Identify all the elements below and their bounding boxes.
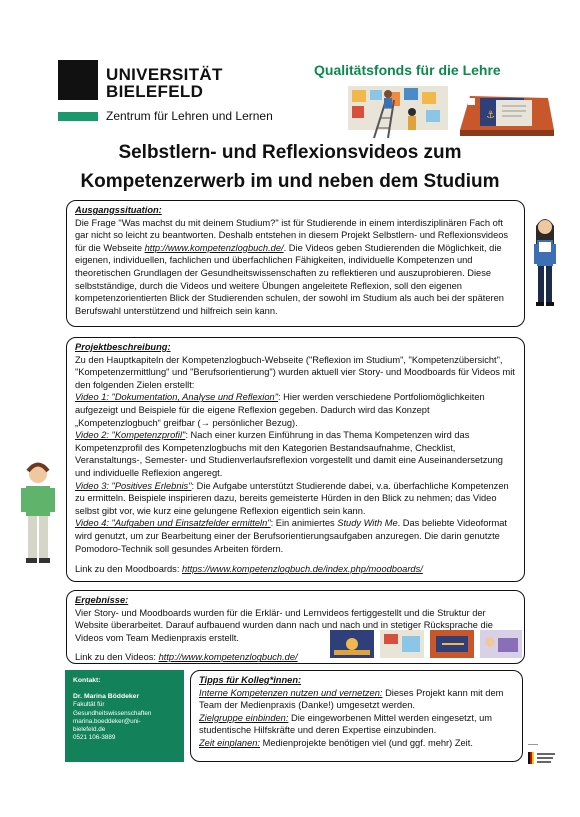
video3-label: Video 3: "Positives Erlebnis" bbox=[75, 480, 192, 491]
logo-green-bar bbox=[58, 112, 98, 121]
video1-item bbox=[75, 391, 516, 429]
university-subtitle: Zentrum für Lehren und Lernen bbox=[106, 109, 273, 123]
tipp1 bbox=[199, 687, 514, 712]
kontakt-phone: 0521 106-3889 bbox=[73, 734, 116, 742]
kontakt-box bbox=[65, 670, 184, 762]
video2-text: : Nach einer kurzen Einführung in das Thema Kompetenzen wird das Kompetenzprofil des Kompetenzlogbuchs mit den Kategorien Bestandsaufnahme, Checklist, Veranstaltungs-, Semester- und Studienverlaufsreflexion vorgestellt und damit eine Auseinandersetzung und individuelle Reflexion angeregt. bbox=[75, 430, 503, 478]
ausgangssituation-text-part2: . Die Videos geben Studierenden die Möglichkeit, die eigenen, individuellen, fachlichen und überfachlichen Fähigkeiten, individuelle Kompetenzen und theoretischen Grundlagen der Gesundheitswissenschaften zu reflektieren und auszuprobieren. Diese selbstständige, durch die Videos und weitere Übungen angeleitete Reflexion, soll den eigenen kompetenzorientierten Blick der Studierenden schulen, der sowohl im Studium als auch bei der späteren Berufswahl unterstützend und hilfreich sein kann. bbox=[75, 242, 504, 316]
kontakt-faculty-line2: Gesundheitswissenschaften bbox=[73, 709, 152, 717]
university-name-line2: BIELEFELD bbox=[106, 82, 204, 101]
university-name bbox=[106, 66, 223, 100]
tipp3 bbox=[199, 737, 514, 750]
kontakt-faculty-line1: Fakultät für bbox=[73, 701, 105, 709]
character-woman-icon bbox=[530, 214, 560, 310]
svg-text:⚓: ⚓ bbox=[486, 110, 495, 121]
ausgangssituation-heading: Ausgangssituation: bbox=[75, 205, 162, 215]
kontakt-email-line2[interactable]: bielefeld.de bbox=[73, 726, 106, 734]
illustration-desk-icon bbox=[456, 84, 558, 140]
illustration-ladder-icon bbox=[346, 82, 450, 140]
video-thumbnail-icon bbox=[330, 630, 374, 658]
projekt-intro: Zu den Hauptkapiteln der Kompetenzlogbuch-Webseite ("Reflexion im Studium", "Kompetenzübersicht", "Kompetenzermittlung" und "Berufsorientierung") wurden aktuell vier Story- und Moodboards für Videos mit den folgenden Zielen erstellt: bbox=[75, 354, 515, 390]
university-logo-icon bbox=[58, 60, 98, 100]
projektbeschreibung-heading: Projektbeschreibung: bbox=[75, 342, 171, 352]
kontakt-email-line1[interactable]: marina.boeddeker@uni- bbox=[73, 717, 141, 725]
videos-label: Link zu den Videos: bbox=[75, 652, 159, 663]
tipp2-label: Zielgruppe einbinden: bbox=[199, 712, 289, 723]
video-thumbnail-icon bbox=[380, 630, 424, 658]
video2-item bbox=[75, 429, 516, 479]
ausgangssituation-box bbox=[66, 200, 525, 327]
page-title-line2: Kompetenzerwerb im und neben dem Studium bbox=[80, 171, 500, 192]
video4-text-a: : Ein animiertes bbox=[270, 518, 338, 529]
video3-text: : Die Aufgabe unterstützt Studierende dabei, v.a. überfachliche Kompetenzen zu ermitteln. Beispiele inspirieren dazu, bereits gemeisterte Hürden in den Blick zu nehmen; das Video selbst gibt vor, wie kurz eine gelungene Reflexion eigentlich sein kann. bbox=[75, 480, 509, 516]
page-title-line1: Selbstlern- und Reflexionsvideos zum bbox=[118, 142, 462, 163]
video-thumbnails bbox=[330, 630, 522, 660]
video4-text-b: . Das beliebte Videoformat wird genutzt, um zur Bearbeitung einer der Berufsorientierungsaufgaben anzuregen. Die darin genutzte Pomodoro-Technik soll gesundes Arbeiten fördern. bbox=[75, 518, 508, 554]
tipp1-text: Dieses Projekt kann mit dem Team der Medienpraxis (Danke!) umgesetzt werden. bbox=[199, 687, 504, 711]
study-with-me-text: Study With Me bbox=[337, 518, 398, 529]
video1-text: : Hier werden verschiedene Portfoliomöglichkeiten aufgezeigt und Beispiele für die eigene Reflexion gegeben. Dadurch wird das Konzept „Kompetenzlogbuch“ greifbar (→ persönlicher Bezug). bbox=[75, 392, 485, 428]
ausgangssituation-text bbox=[75, 217, 516, 318]
ergebnisse-heading: Ergebnisse: bbox=[75, 595, 129, 605]
tipp3-label: Zeit einplanen: bbox=[199, 737, 260, 748]
qualitaetsfonds-title: Qualitätsfonds für die Lehre bbox=[314, 62, 501, 78]
character-man-icon bbox=[18, 462, 58, 572]
video4-label: Video 4: "Aufgaben und Einsatzfelder ermitteln" bbox=[75, 518, 271, 529]
moodboards-label: Link zu den Moodboards: bbox=[75, 564, 182, 575]
video4-item bbox=[75, 517, 516, 555]
kontakt-name: Dr. Marina Böddeker bbox=[73, 693, 140, 701]
page-title bbox=[0, 138, 580, 196]
video1-label: Video 1: "Dokumentation, Analyse und Reflexion" bbox=[75, 392, 278, 403]
video-thumbnail-icon bbox=[430, 630, 474, 658]
video3-item bbox=[75, 480, 516, 518]
kontakt-heading: Kontakt: bbox=[73, 677, 101, 684]
video-thumbnail-icon bbox=[480, 630, 522, 658]
tipps-box bbox=[190, 670, 523, 762]
moodboards-line bbox=[75, 563, 516, 576]
projektbeschreibung-box bbox=[66, 337, 525, 582]
videos-link[interactable]: http://www.kompetenzlogbuch.de/ bbox=[158, 652, 298, 663]
ausgangssituation-text-part1: Die Frage "Was machst du mit deinem Studium?" ist für Studierende in einem interdisziplinären Fach oft gar nicht so leicht zu beantworten. Deshalb entstehen in diesem Projekt Selbstlern- und Reflexionsvideos für die Webseite bbox=[75, 217, 509, 253]
tipp3-text: Medienprojekte benötigen viel (und ggf. mehr) Zeit. bbox=[260, 737, 473, 748]
tipp2-text: Die eingeworbenen Mittel werden eingesetzt, um studentische Hilfskräfte und deren Expertise einzubinden. bbox=[199, 712, 493, 736]
tipp2 bbox=[199, 712, 514, 737]
kompetenzlogbuch-link[interactable]: http://www.kompetenzlogbuch.de/ bbox=[144, 242, 284, 253]
video2-label: Video 2: "Kompetenzprofil" bbox=[75, 430, 186, 441]
tipps-heading: Tipps für Kolleg*innen: bbox=[199, 675, 302, 685]
ergebnisse-text: Vier Story- und Moodboards wurden für die Erklär- und Lernvideos fertiggestellt und die Struktur der Website überarbeitet. Darauf aufbauend wurden dann nach und nach und in stetiger Rücksprache die Videos vom Team Medienpraxis erstellt. bbox=[75, 607, 493, 643]
university-name-line1: UNIVERSITÄT bbox=[106, 65, 223, 84]
moodboards-link[interactable]: https://www.kompetenzlogbuch.de/index.php/moodboards/ bbox=[181, 564, 423, 575]
federal-ministry-logo-icon bbox=[528, 742, 558, 782]
tipp1-label: Interne Kompetenzen nutzen und vernetzen: bbox=[199, 687, 383, 698]
